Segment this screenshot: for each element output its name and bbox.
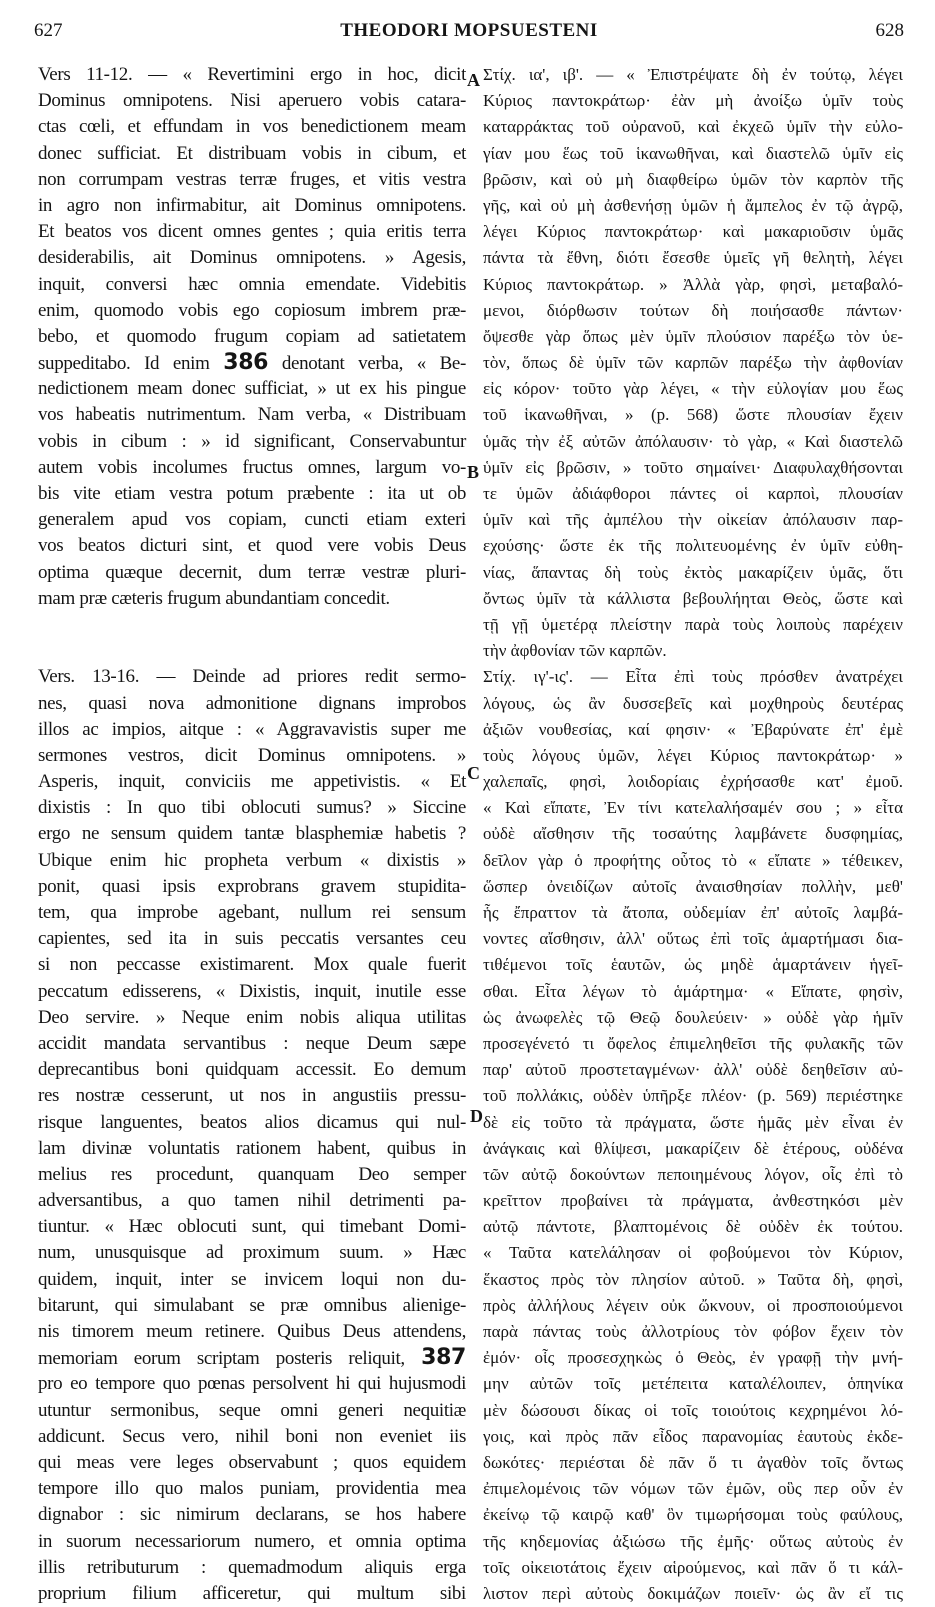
text-line: πάντα τὰ ἔθνη, διότι ἔσεσθε ὑμεῖς γῆ θελητὴ, λέγει bbox=[483, 248, 903, 268]
text-line: λόγους, ὡς ἂν δυσσεβεῖς καὶ μοχθηροὺς δευτέρας bbox=[483, 693, 903, 713]
text-line: Dominus omnipotens. Nisi aperuero vobis catara- bbox=[38, 90, 466, 112]
text-line: τῇ γῇ ὑμετέρᾳ πλείστην παρὰ τοὺς λοιποὺς παρέχειν bbox=[483, 614, 903, 634]
text-line: πρὸς ἀλλήλους λέγειν οὐκ ὤκνουν, οἱ προσποιούμενοι bbox=[483, 1295, 903, 1315]
text-line: in suorum necessariorum numero, et omnia optima bbox=[38, 1530, 466, 1552]
text-line: Asperis, inquit, conviciis me appetivistis. « Et bbox=[38, 771, 466, 793]
text-line: quidem, inquit, inter se invicem loqui non du- bbox=[38, 1268, 466, 1290]
text-line: δὲ εἰς τοῦτο τὰ πράγματα, ὥστε ἡμᾶς μὲν εἶναι ἐν bbox=[483, 1112, 903, 1132]
text-line: « Ταῦτα κατελάλησαν οἱ φοβούμενοι τὸν Κύριον, bbox=[483, 1243, 903, 1263]
text-line: τῶν αὐτῷ δοκούντων πεποιημένους λόγον, οἷς ἐπὶ τὸ bbox=[483, 1164, 903, 1184]
page-marker: 387 bbox=[421, 1345, 466, 1371]
text-line: παρ' αὐτοῦ προστεταγμένων· ἀλλ' οὐδὲ δεηθεῖσιν αὐ- bbox=[483, 1060, 903, 1080]
page-number-right: 628 bbox=[875, 20, 904, 41]
text-line: γῆς, καὶ οὐ μὴ ἀσθενήσῃ ὑμῶν ἡ ἄμπελος ἐν τῷ ἀγρῷ, bbox=[483, 195, 903, 215]
text-line: optima quæque decernit, dum terræ vestræ pluri- bbox=[38, 561, 466, 583]
text-line: « Καὶ εἴπατε, Ἐν τίνι κατελαλήσαμέν σου ; » εἶτα bbox=[483, 798, 903, 818]
text-line: in agro non infirmabitur, ait Dominus omnipotens. bbox=[38, 194, 466, 216]
text-line: βρῶσιν, καὶ οὐ μὴ διαφθείρω ὑμῶν τὸν καρπὸν τῆς bbox=[483, 169, 903, 189]
page-marker: 386 bbox=[223, 350, 269, 376]
text-line: ctas cœli, et effundam in vos benedictionem meam bbox=[38, 116, 466, 138]
text-line bbox=[38, 638, 466, 664]
text-line: Vers. 13-16. — Deinde ad priores redit sermo- bbox=[38, 666, 466, 688]
text-line: τοῦ ἱκανωθῆναι, » (p. 568) ὥστε πλουσίαν ἔχειν bbox=[483, 405, 903, 425]
text-line: peccatum edisserens, « Dixistis, inquit, inutile esse bbox=[38, 980, 466, 1002]
margin-letter-c: C bbox=[467, 763, 480, 783]
text-line: ἕκαστος πρὸς τὸν πλησίον αὐτοῦ. » Ταῦτα δὴ, φησὶ, bbox=[483, 1269, 903, 1289]
text-line: δεῖλον γὰρ ὁ προφήτης οὗτος τὸ « εἴπατε » τέθεικεν, bbox=[483, 850, 903, 870]
text-line: Στίχ. ια', ιβ'. — « Ἐπιστρέψατε δὴ ἐν τούτῳ, λέγει bbox=[483, 65, 903, 84]
text-line: μην αὐτῶν τοῖς μετέπειτα καταλέλοιπεν, ὁπηνίκα bbox=[483, 1374, 903, 1394]
running-title: THEODORI MOPSUESTENI bbox=[340, 20, 598, 41]
text-line: νίας, ἅπαντας δὴ τοὺς ἐκτὸς μακαρίζειν ὑμᾶς, ὅτι bbox=[483, 562, 903, 582]
text-line: κρεῖττον προβαίνει τὰ πράγματα, ἀνθεστηκόσι μὲν bbox=[483, 1191, 903, 1211]
text-line: ὑμῖν καὶ τῆς ἀμπέλου τὴν οἰκείαν ἀπόλαυσιν παρ- bbox=[483, 510, 903, 530]
text-line: τοῦ πολλάκις, οὐδὲν ὑπῆρξε πλέον· (p. 569) περιέστηκε bbox=[483, 1086, 903, 1106]
text-line: οὐδὲ αἴσθησιν τῆς τοσαύτης λαμβάνετε δυσφημίας, bbox=[483, 824, 903, 844]
text-line: Ubique enim hic propheta verbum « dixistis » bbox=[38, 849, 466, 871]
text-line: nes, quasi nova admonitione dignans improbos bbox=[38, 692, 466, 714]
text-line: λιστον περὶ αὐτοὺς δοκιμάζων ποιεῖν· ὡς ἂν εἴ τις bbox=[483, 1583, 903, 1603]
text-line: τὸν, ὅπως δὲ ὑμῖν τῶν καρπῶν παρέξω τὴν ἀφθονίαν bbox=[483, 353, 903, 373]
text-line: τοὺς λόγους ὑμῶν, λέγει Κύριος παντοκράτωρ· » bbox=[483, 745, 903, 765]
text-line: res nostræ cesserunt, ut nos in angustiis pressu- bbox=[38, 1085, 466, 1107]
text-line: αὐτῷ πάντοτε, βλαπτομένοις δὲ οὐδὲν ἐκ τούτου. bbox=[483, 1217, 903, 1237]
text-line: tem, qua improbe agebant, nullum rei sensum bbox=[38, 902, 466, 923]
text-line: desiderabilis, ait Dominus omnipotens. » Agesis, bbox=[38, 247, 466, 269]
text-line: risque languentes, beatos alios dicamus qui nul- bbox=[38, 1111, 466, 1133]
text-line: γίαν μου ἕως τοῦ ἱκανωθῆναι, καὶ διαστελῶ ὑμῖν εἰς bbox=[483, 143, 903, 163]
text-line: Deo servire. » Neque enim nobis aliqua utilitas bbox=[38, 1006, 466, 1028]
text-line: qui meas vere leges observabunt ; quos equidem bbox=[38, 1451, 466, 1473]
text-line: num, unusquisque ad proximum suum. » Hæc bbox=[38, 1242, 466, 1264]
text-line: bitarunt, qui simulabant se præ omnibus alienige- bbox=[38, 1294, 466, 1316]
text-line: ἀξιῶν νουθεσίας, καί φησιν· « Ἐβαρύνατε ἐπ' ἐμὲ bbox=[483, 719, 903, 739]
text-line: suppeditabo. Id enim 386 denotant verba, « Be- bbox=[38, 350, 466, 376]
text-line: accidit mandata servantibus : neque Deum sæpe bbox=[38, 1032, 466, 1054]
text-line: ὑμῖν εἰς βρῶσιν, » τοῦτο σημαίνει· Διαφυλαχθήσονται bbox=[483, 457, 903, 477]
text-line: γοις, καὶ πρὸς πᾶν εἶδος παρανομίας ἑαυτοὺς ἐκδε- bbox=[483, 1426, 903, 1446]
page-number-left: 627 bbox=[34, 20, 63, 41]
margin-letter-a: A bbox=[467, 70, 480, 90]
text-line: ὡς ἀνωφελὲς τῷ Θεῷ δουλεύειν· » οὐδὲ γὰρ ἡμῖν bbox=[483, 1007, 903, 1027]
text-line: donec sufficiat. Et distribuam vobis in cibum, et bbox=[38, 142, 466, 164]
text-line: ἐκείνῳ τῷ καιρῷ καθ' ὃν τιμωρήσομαι τοὺς φαύλους, bbox=[483, 1505, 903, 1525]
text-line: addicunt. Secus vero, nihil boni non eveniet iis bbox=[38, 1425, 466, 1447]
greek-column bbox=[483, 62, 903, 1607]
text-line: ergo ne sensum quidem tantæ blasphemiæ habetis ? bbox=[38, 823, 466, 845]
text-line: si non peccasse existimarent. Mox quale fuerit bbox=[38, 954, 466, 976]
text-line: generalem apud vos copiam, cuncti etiam exteri bbox=[38, 509, 466, 531]
text-line: Et beatos vos dicent omnes gentes ; quia eritis terra bbox=[38, 221, 466, 243]
text-line: adversantibus, a quo tamen nihil detrimenti pa- bbox=[38, 1190, 466, 1212]
text-line: ἐπιμελομένοις τῶν νόμων τῶν ἐμῶν, οὓς περ οὖν ἐν bbox=[483, 1479, 903, 1499]
text-line: melius res procedunt, quanquam Deo semper bbox=[38, 1163, 466, 1185]
text-line: vos beatos dicturi sint, et quod vere vobis Deus bbox=[38, 535, 466, 557]
text-line: ὄψεσθε γὰρ ὅπως μὲν ὑμῖν πλούσιον παρέξω τὸν ὑε- bbox=[483, 326, 903, 346]
text-line: autem vobis incolumes fructus omnes, largum vo- bbox=[38, 456, 466, 478]
text-line: ὑμᾶς τὴν ἐξ αὐτῶν ἀπόλαυσιν· τὸ γὰρ, « Καὶ διαστελῶ bbox=[483, 431, 903, 451]
text-line: ponit, quasi ipsis exprobrans gravem stupidita- bbox=[38, 875, 466, 897]
text-line: dignabor : sic nimirum declarans, se hos habere bbox=[38, 1504, 466, 1526]
text-line: τῆς κηδεμονίας ἀξιώσω τῆς ἐμῆς· οὕτως αὐτοὺς ἐν bbox=[483, 1531, 903, 1551]
text-line: vos habeatis nutrimentum. Nam verba, « Distribuam bbox=[38, 404, 466, 426]
text-line: inquit, conversi hæc omnia emendate. Videbitis bbox=[38, 273, 466, 295]
text-line: tempore illo quo malos puniam, providentia mea bbox=[38, 1478, 466, 1500]
text-line: μὲν δώσουσι δίκας οἱ τοῖς τοιούτοις κεχρημένοι λό- bbox=[483, 1400, 903, 1420]
text-line: λέγει Κύριος παντοκράτωρ· καὶ μακαριοῦσιν ὑμᾶς bbox=[483, 222, 903, 242]
text-line: Κύριος παντοκράτωρ· ἐὰν μὴ ἀνοίξω ὑμῖν τοὺς bbox=[483, 91, 903, 111]
text-line: dixistis : In quo tibi oblocuti sumus? » Siccine bbox=[38, 797, 466, 819]
text-line: δωκότες· περιέσται δὲ πᾶν ὅ τι ἀγαθὸν τοῖς ὄντως bbox=[483, 1452, 903, 1472]
text-line: τε ὑμῶν ἀδιάφθοροι πάντες οἱ καρποὶ, πλουσίαν bbox=[483, 484, 903, 503]
text-line: παρὰ πάντας τοὺς ἀλλοτρίους τὸν φόβον ἔχειν τὸν bbox=[483, 1322, 903, 1341]
text-line: καταρράκτας τοῦ οὐρανοῦ, καὶ ἐκχεῶ ὑμῖν τὴν εὐλο- bbox=[483, 117, 903, 137]
text-line: tiuntur. « Hæc oblocuti sunt, qui timebant Domi- bbox=[38, 1216, 466, 1238]
text-line: lam divinæ voluntatis rationem habent, quibus in bbox=[38, 1137, 466, 1159]
text-line: deprecantibus boni quidquam accessit. Eo demum bbox=[38, 1059, 466, 1081]
text-line: ἧς ἔπραττον τὰ ἄτοπα, οὐδεμίαν ἐπ' αὐτοῖς λαμβά- bbox=[483, 903, 903, 922]
text-line: ἀνάγκαις καὶ θλίψεσι, μακαρίζειν δὲ ἑτέρους, οὐδένα bbox=[483, 1138, 903, 1158]
text-line: ἐμόν· οἷς προσεσχηκὼς ὁ Θεὸς, ἐν γραφῇ τὴν μνή- bbox=[483, 1348, 903, 1368]
text-line: capientes, sed ita in suis peccatis versantes ceu bbox=[38, 928, 466, 950]
text-line: σθαι. Εἶτα λέγων τὸ ἁμάρτημα· « Εἴπατε, φησὶν, bbox=[483, 981, 903, 1001]
text-line: illos ac impios, aitque : « Aggravavistis super me bbox=[38, 718, 466, 740]
text-line: Vers 11-12. — « Revertimini ergo in hoc, dicit bbox=[38, 64, 466, 85]
text-line: τοῖς οἰκειοτάτοις ἔχειν αἱρούμενος, καὶ πᾶν ὅ τι κάλ- bbox=[483, 1557, 903, 1577]
text-line: νοντες αἴσθησιν, ἀλλ' οὕτως ἐπὶ τοῖς ἁμαρτήμασι δια- bbox=[483, 929, 903, 949]
text-line bbox=[38, 612, 466, 638]
text-line: τιθέμενοι τοῖς ἑαυτῶν, ὡς μηδὲ ἁμαρτάνειν ἡγεῖ- bbox=[483, 955, 903, 975]
text-line: bis vite etiam vestra potum præbente : ita ut ob bbox=[38, 483, 466, 504]
text-line: non corrumpam vestras terræ fruges, et vitis vestra bbox=[38, 168, 466, 190]
text-line: bebo, et quomodo frugum copiam ad satietatem bbox=[38, 325, 466, 347]
text-line: utuntur sermonibus, seque omni generi nequitiæ bbox=[38, 1399, 466, 1421]
text-line: εἰς κόρον· τοῦτο γὰρ λέγει, « τὴν εὐλογίαν μου ἕως bbox=[483, 379, 903, 399]
text-line: illis retributurum : quemadmodum aliquis erga bbox=[38, 1556, 466, 1578]
text-line: προσεγένετό τι ὄφελος ἐπιμεληθεῖσι τῆς φυλακῆς τῶν bbox=[483, 1033, 903, 1053]
text-line: pro eo tempore quo pœnas persolvent hi qui hujusmodi bbox=[38, 1373, 466, 1395]
text-line: Στίχ. ιγ'-ις'. — Εἶτα ἐπὶ τοὺς πρόσθεν ἀνατρέχει bbox=[483, 667, 903, 687]
page-header bbox=[34, 20, 904, 52]
text-line: vobis in cibum : » id significant, Conservabuntur bbox=[38, 430, 466, 452]
text-line: τὴν ἀφθονίαν τῶν καρπῶν. bbox=[483, 641, 667, 661]
latin-column bbox=[38, 62, 466, 1607]
text-line: εχούσης· ὥστε ἐκ τῆς πολιτευομένης ἐν ὑμῖν εὐθη- bbox=[483, 536, 903, 556]
text-line: μενοι, διόρθωσιν τούτων δὴ ποιήσασθε πάντων· bbox=[483, 300, 903, 320]
margin-letter-b: B bbox=[467, 462, 480, 482]
text-line: enim, quomodo vobis ego copiosum imbrem præ- bbox=[38, 299, 466, 321]
text-line: nedictionem meam donec sufficiat, » ut ex his pingue bbox=[38, 378, 466, 400]
text-line: proprium filium afficeretur, qui multum sibi bbox=[38, 1582, 466, 1604]
margin-letter-d: D bbox=[470, 1106, 483, 1126]
text-line: χαλεπαῖς, φησὶ, λοιδορίαις ἐχρήσασθε κατ' ἐμοῦ. bbox=[483, 772, 903, 792]
text-line: ὄντως ὑμῖν τὰ κάλλιστα βεβουλήηται Θεὸς, ὥστε καὶ bbox=[483, 588, 903, 608]
text-line: ὥσπερ ὀνειδίζων αὐτοῖς ἀναισθησίαν πολλὴν, μεθ' bbox=[483, 876, 903, 896]
text-line: Κύριος παντοκράτωρ. » Ἀλλὰ γὰρ, φησὶ, μεταβαλό- bbox=[483, 274, 903, 294]
text-line: sermones vestros, dicit Dominus omnipotens. » bbox=[38, 744, 466, 766]
text-line: nis timorem meum retinere. Quibus Deus attendens, bbox=[38, 1321, 466, 1342]
text-line: memoriam eorum scriptam posteris reliquit, 387 bbox=[38, 1345, 466, 1371]
text-line: mam præ cæteris frugum abundantiam concedit. bbox=[38, 587, 390, 609]
